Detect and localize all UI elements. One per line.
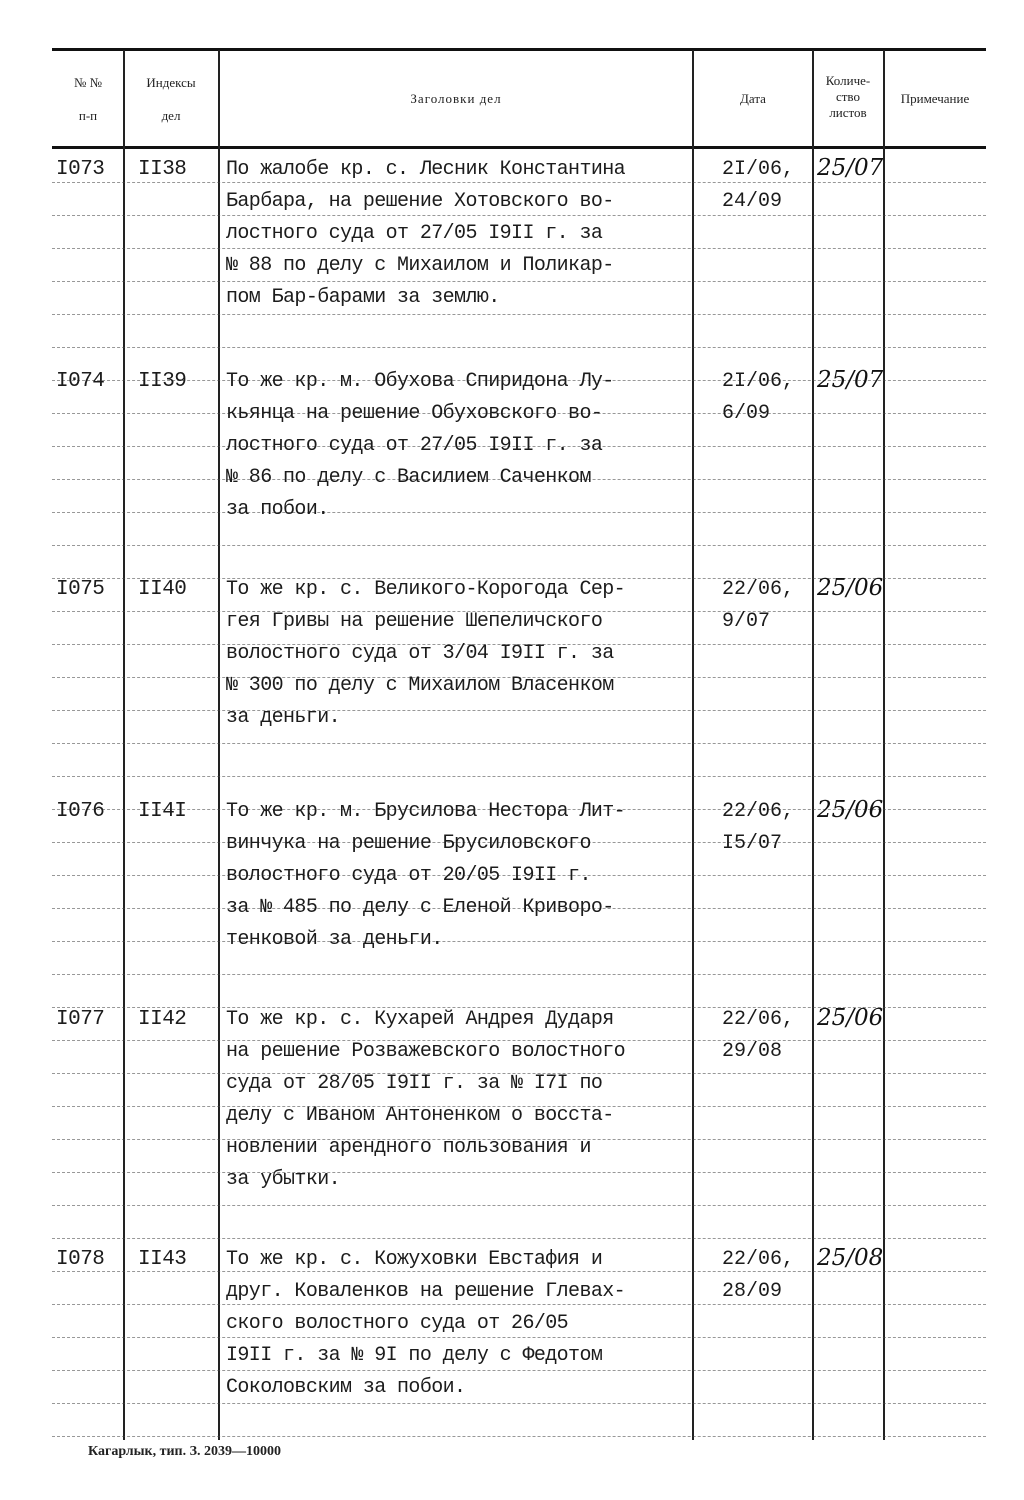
date-start: 22/06, [722,1248,795,1271]
date-start: 2I/06, [722,370,795,393]
ledger-rule [52,1172,986,1173]
entry-number: I075 [56,578,105,601]
case-title-line: То же кр. м. Брусилова Нестора Лит- [226,800,626,823]
date-end: 9/07 [722,610,771,633]
case-title-line: ского волостного суда от 26/05 [226,1312,569,1335]
date-end: 6/09 [722,402,771,425]
ledger-rule [52,281,986,282]
case-title-line: № 86 по делу с Василием Саченком [226,466,591,489]
case-title-line: I9II г. за № 9I по делу с Федотом [226,1344,603,1367]
ledger-rule [52,1436,986,1437]
header-index [126,74,216,124]
ledger-rule [52,347,986,348]
ledger-rule [52,941,986,942]
ledger-rule [52,314,986,315]
header-index-line2: дел [161,108,181,123]
case-title-line: кьянца на решение Обуховского во- [226,402,603,425]
entry-number: I078 [56,1248,105,1271]
case-title-line: делу с Иваном Антоненком о восста- [226,1104,614,1127]
case-title-line: лостного суда от 27/05 I9II г. за [226,222,603,245]
ledger-rule [52,1403,986,1404]
date-start: 2I/06, [722,158,795,181]
entry-number: I073 [56,158,105,181]
case-title-line: пом Бар-барами за землю. [226,286,500,309]
column-divider [883,50,885,1440]
sheet-count: 25/07 [817,367,884,393]
sheet-count: 25/08 [817,1245,884,1271]
case-title-line: тенковой за деньги. [226,928,443,951]
date-end: 29/08 [722,1040,783,1063]
column-divider [692,50,694,1440]
date-start: 22/06, [722,578,795,601]
case-title-line: лостного суда от 27/05 I9II г. за [226,434,603,457]
header-number [55,74,121,124]
header-index-line1: Индексы [146,75,196,90]
printer-imprint: Кагарлык, тип. З. 2039—10000 [88,1444,282,1459]
case-index: II42 [138,1008,187,1031]
header-note: Примечание [900,91,970,106]
sheet-count: 25/06 [817,797,884,823]
case-title-line: То же кр. с. Кухарей Андрея Дударя [226,1008,614,1031]
case-index: II4I [138,800,187,823]
case-index: II40 [138,578,187,601]
case-index: II39 [138,370,187,393]
header-count-line2: ство [835,89,860,104]
header-count-line1: Количе- [825,73,871,88]
sheet-count: 25/07 [817,155,884,181]
case-title-line: То же кр. м. Обухова Спиридона Лу- [226,370,614,393]
case-title-line: волостного суда от 3/04 I9II г. за [226,642,614,665]
ledger-rule [52,710,986,711]
header-bottom-rule [52,146,986,149]
header-title: Заголовки дел [410,91,502,106]
header-number-line2: п-п [78,108,98,123]
case-title-line: новлении арендного пользования и [226,1136,591,1159]
header-date: Дата [740,91,766,106]
ledger-rule [52,1238,986,1239]
case-title-line: волостного суда от 20/05 I9II г. [226,864,591,887]
entry-number: I076 [56,800,105,823]
case-title-line: на решение Розважевского волостного [226,1040,626,1063]
column-divider [812,50,814,1440]
case-title-line: суда от 28/05 I9II г. за № I7I по [226,1072,603,1095]
date-start: 22/06, [722,800,795,823]
date-start: 22/06, [722,1008,795,1031]
column-divider [123,50,125,1440]
case-title-line: друг. Коваленков на решение Глевах- [226,1280,626,1303]
case-title-line: Соколовским за побои. [226,1376,466,1399]
sheet-count: 25/06 [817,1005,884,1031]
case-title-line: То же кр. с. Кожуховки Евстафия и [226,1248,603,1271]
date-end: 24/09 [722,190,783,213]
case-title-line: за убытки. [226,1168,341,1191]
ledger-rule [52,974,986,975]
case-title-line: № 88 по делу с Михаилом и Поликар- [226,254,614,277]
ledger-rule [52,776,986,777]
entry-number: I077 [56,1008,105,1031]
header-count-line3: листов [829,105,867,120]
case-title-line: № 300 по делу с Михаилом Власенком [226,674,614,697]
entry-number: I074 [56,370,105,393]
date-end: 28/09 [722,1280,783,1303]
case-index: II43 [138,1248,187,1271]
sheet-count: 25/06 [817,575,884,601]
case-title-line: Барбара, на решение Хотовского во- [226,190,614,213]
header-number-line1: № № [73,75,103,90]
ledger-rule [52,743,986,744]
case-title-line: По жалобе кр. с. Лесник Константина [226,158,626,181]
ledger-rule [52,512,986,513]
case-title-line: винчука на решение Брусиловского [226,832,591,855]
ledger-rule [52,1205,986,1206]
case-index: II38 [138,158,187,181]
date-end: I5/07 [722,832,783,855]
case-title-line: гея Гривы на решение Шепеличского [226,610,603,633]
ledger-rule [52,545,986,546]
top-rule [52,48,986,51]
header-count [814,73,882,121]
column-divider [218,50,220,1440]
case-title-line: То же кр. с. Великого-Корогода Сер- [226,578,626,601]
case-title-line: за деньги. [226,706,341,729]
case-title-line: за № 485 по делу с Еленой Криворо- [226,896,614,919]
case-title-line: за побои. [226,498,329,521]
